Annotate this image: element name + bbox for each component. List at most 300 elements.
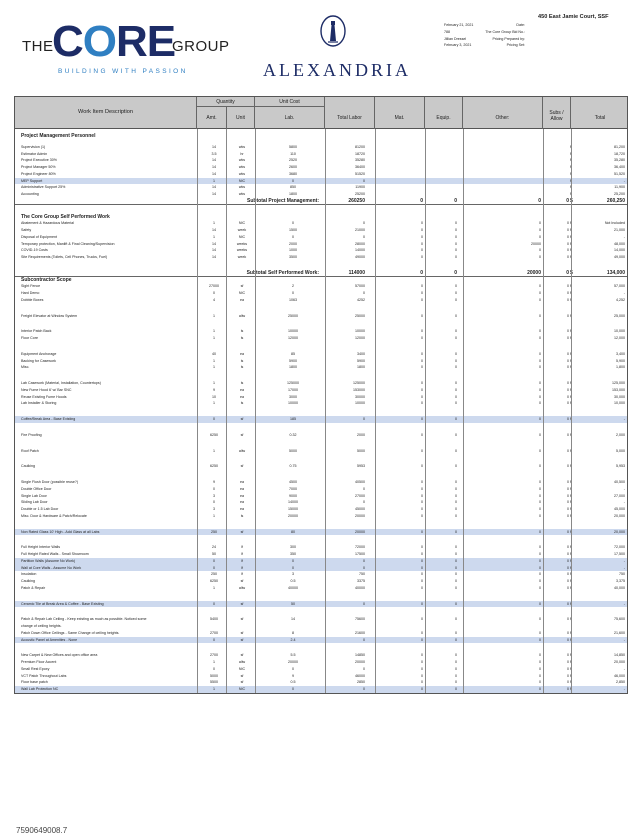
bid-info-value: Jillian Dressel: [444, 36, 467, 41]
cell-n8: 0: [567, 394, 569, 399]
cell-n5: 0: [421, 630, 423, 635]
cell-n7: 0: [539, 336, 541, 340]
cell-n2: ea: [240, 500, 244, 505]
cell-tot: 46,000: [614, 673, 625, 678]
section-heading: [15, 214, 627, 221]
table-row: [15, 416, 627, 423]
table-row: [15, 544, 627, 551]
cell-d: Project Executive 30%: [21, 158, 57, 163]
cell-n3: 85: [291, 351, 295, 356]
cell-n7: 0: [539, 513, 541, 518]
cell-n7: 0: [539, 255, 541, 259]
table-row: [15, 220, 627, 227]
cell-n3: 2520: [289, 158, 297, 163]
cell-n6: 0: [455, 493, 457, 498]
bid-info-label: Pricing Set:: [506, 43, 525, 48]
cell-n4: 35280: [355, 158, 365, 163]
cell-n8: 0: [567, 565, 569, 570]
cell-n3: 125000: [287, 381, 299, 385]
subtotal-label: Subtotal Project Management:: [247, 197, 319, 204]
table-row: [15, 191, 627, 198]
bid-info: [444, 22, 630, 49]
cell-dl: $: [570, 507, 572, 511]
cell-n6: 0: [455, 234, 457, 239]
cell-n3: 2: [292, 284, 294, 289]
cell-n2: allw: [238, 313, 246, 318]
cell-n2: ea: [240, 507, 244, 511]
cell-n2: lf: [241, 565, 243, 570]
cell-n8: 0: [567, 234, 569, 239]
spacer-row: [15, 205, 627, 214]
table-row: [15, 673, 627, 680]
cell-n2: ls: [240, 329, 244, 334]
cell-n4: 25200: [355, 192, 365, 196]
cell-n5: 0: [421, 387, 423, 392]
cell-n4: 45000: [355, 507, 365, 511]
cell-n4: 260250: [348, 197, 365, 204]
cell-n4: 28000: [355, 241, 365, 246]
cell-tot: 11,900: [614, 185, 625, 190]
cell-n5: 0: [421, 228, 423, 232]
cell-n3: 80: [291, 529, 295, 534]
cell-n1: 14: [212, 185, 216, 190]
cell-d: Patch & Repair: [21, 585, 46, 590]
cell-tot: 14,850: [614, 653, 625, 658]
cell-tot: 20,000: [614, 529, 625, 534]
cell-n4: 14000: [355, 248, 365, 253]
cell-dl: $: [570, 493, 572, 498]
cell-n6: 0: [455, 480, 457, 484]
cell-n1: 4: [213, 297, 215, 302]
cell-n5: 0: [421, 291, 423, 295]
table-row: [15, 601, 627, 608]
cell-n4: 0: [363, 221, 365, 226]
cell-n5: 0: [420, 269, 423, 276]
cell-n5: 0: [421, 401, 423, 406]
col-total-labor: Total Labor: [337, 115, 362, 121]
cell-n4: 51520: [355, 171, 365, 176]
table-body: [15, 129, 627, 693]
cell-n7: 0: [539, 529, 541, 534]
cell-n5: 0: [421, 365, 423, 370]
bid-info-value: 788: [444, 29, 450, 34]
table-row: [15, 432, 627, 439]
cell-dl: $: [570, 617, 572, 622]
cell-dl: $: [570, 221, 572, 226]
cell-dl: $: [570, 192, 572, 196]
cell-dl: $: [570, 248, 572, 253]
cell-n2: NIC: [238, 221, 246, 226]
cell-n2: sf: [240, 617, 244, 622]
table-row: [15, 630, 627, 637]
cell-n7: 0: [539, 480, 541, 484]
table-row: [15, 394, 627, 401]
logo-the: THE: [22, 38, 54, 55]
cell-n4: 0: [363, 234, 365, 239]
cell-n7: 0: [539, 673, 541, 678]
cell-dl: $: [570, 165, 572, 169]
cell-d: Project Management Personnel: [21, 133, 96, 139]
cell-dl: $: [570, 185, 572, 190]
cell-n2: allw: [238, 448, 246, 453]
cell-n3: 2.4: [290, 637, 296, 642]
cell-d: Small Rest Epoxy: [21, 666, 50, 671]
cell-dl: $: [570, 313, 572, 318]
cell-n6: 0: [455, 486, 457, 491]
cell-n4: 0: [363, 417, 365, 421]
cell-n4: 72000: [355, 545, 365, 550]
cell-n6: 0: [455, 284, 457, 289]
cell-dl: $: [570, 529, 572, 534]
cell-n7: 20000: [531, 241, 541, 246]
cell-d: Subcontractor Scope: [21, 276, 72, 283]
alexandria-lighthouse-icon: [319, 14, 347, 48]
cell-n3: 17000: [288, 387, 298, 392]
cell-tot: 36,400: [614, 165, 625, 169]
cell-n6: 0: [454, 269, 457, 276]
cell-n1: 10: [212, 394, 216, 399]
cell-d: Partition Walls (Assume No Work): [21, 558, 76, 563]
spacer-row: [15, 454, 627, 463]
cell-n6: 0: [455, 448, 457, 453]
cell-n2: ea: [240, 394, 244, 399]
cell-n2: week: [237, 255, 247, 259]
cell-dl: $: [570, 545, 572, 550]
cell-n3: 0: [292, 558, 294, 563]
cell-dl: $: [570, 552, 572, 556]
cell-n3: 5900: [289, 358, 297, 363]
cell-n2: wks: [238, 158, 246, 163]
cell-n2: sf: [240, 601, 244, 606]
cell-n8: 0: [567, 585, 569, 590]
cell-n8: 0: [567, 493, 569, 498]
section-heading: [15, 133, 627, 140]
cell-n7: 0: [539, 486, 541, 491]
table-row: [15, 558, 627, 565]
table-row: [15, 380, 627, 387]
cell-n1: 3: [213, 507, 215, 511]
cell-n4: 3375: [357, 579, 365, 583]
cell-d: Equipment Anchorage: [21, 351, 57, 356]
cell-n2: ls: [240, 358, 244, 363]
cell-tot: 40,500: [614, 480, 625, 484]
cell-n7: 0: [539, 666, 541, 671]
cell-n5: 0: [421, 617, 423, 622]
cell-tot: 35,280: [614, 158, 625, 163]
cell-n8: 0: [567, 297, 569, 302]
cell-n6: 0: [455, 579, 457, 583]
logo-core: CORE: [52, 17, 176, 66]
cell-d: Lab Installer & Storing: [21, 401, 57, 406]
cell-d: Floor Core: [21, 336, 38, 340]
cell-n2: sf: [240, 673, 244, 678]
cell-n8: 0: [567, 228, 569, 232]
cell-n2: ls: [240, 401, 244, 406]
cell-n6: 0: [455, 617, 457, 622]
cell-dl: $: [570, 579, 572, 583]
col-total: Total: [594, 115, 606, 121]
cell-n7: 0: [539, 394, 541, 399]
spacer-row: [15, 304, 627, 313]
cell-n3: 9: [292, 673, 294, 678]
cell-tot: 18,720: [614, 151, 625, 156]
cell-n4: 125000: [353, 381, 365, 385]
cell-n3: 4500: [289, 480, 297, 484]
cell-n5: 0: [421, 545, 423, 550]
cell-n1: 5000: [210, 673, 218, 678]
table-row: [15, 290, 627, 297]
bid-info-row: [444, 29, 630, 36]
cell-tot: 75,600: [614, 617, 625, 622]
cell-tot: 57,000: [614, 284, 625, 289]
cell-n7: 0: [539, 552, 541, 556]
cell-dl: $: [570, 291, 572, 295]
cell-n1: 6250: [210, 432, 218, 437]
cell-n3: 0: [292, 234, 294, 239]
cell-n2: wks: [238, 192, 246, 196]
spacer-row: [15, 319, 627, 328]
cell-dl: $: [570, 585, 572, 590]
cell-n5: 0: [421, 381, 423, 385]
cell-d: Acoustic Panel at Amenities - None: [21, 637, 78, 642]
cell-n3: 1063: [289, 297, 297, 302]
cell-dl: $: [570, 680, 572, 685]
cell-n4: 0: [363, 687, 365, 691]
cell-tot: 45,000: [614, 507, 625, 511]
spacer-row: [15, 470, 627, 479]
cell-n3: 10000: [288, 401, 298, 406]
cell-n6: 0: [455, 336, 457, 340]
table-row: [15, 227, 627, 234]
table-row: [15, 499, 627, 506]
cell-d: Patch & Repair Lab Ceiling - Keep existing as much as possible. Noticed some: [21, 617, 147, 622]
cell-n3: 185: [290, 417, 296, 421]
cell-n4: 0: [363, 500, 365, 505]
cell-n7: 0: [539, 687, 541, 691]
cell-n8: 0: [567, 529, 569, 534]
cell-d: Fire Proofing: [21, 432, 42, 437]
cell-n1: 14: [212, 144, 216, 149]
cell-dl: $: [570, 448, 572, 453]
cell-dl: $: [570, 660, 572, 664]
cell-n1: 0: [213, 486, 215, 491]
cell-n2: lf: [241, 558, 243, 563]
cell-n6: 0: [455, 680, 457, 685]
table-row: [15, 585, 627, 592]
cell-n3: 40000: [288, 585, 298, 590]
cell-n4: 5000: [357, 448, 365, 453]
cell-n8: 0: [567, 480, 569, 484]
cell-n1: 1: [213, 313, 215, 318]
cell-n4: 81200: [355, 144, 365, 149]
cell-n7: 0: [539, 660, 541, 664]
cell-d: Floor base patch: [21, 680, 48, 685]
cell-n5: 0: [421, 572, 423, 577]
subtotal-row: [15, 198, 627, 205]
bid-info-row: [444, 22, 630, 29]
col-subs-allow: Subs / Allow: [549, 110, 564, 122]
cell-dl: $: [570, 158, 572, 163]
cell-n8: 0: [567, 241, 569, 246]
cell-n1: 250: [211, 529, 217, 534]
cell-n2: ls: [240, 336, 244, 340]
cell-n5: 0: [421, 558, 423, 563]
cell-dl: $: [570, 565, 572, 570]
cell-n2: sf: [240, 464, 244, 469]
cell-n1: 1: [213, 365, 215, 370]
col-lab: Lab.: [284, 115, 295, 121]
cell-n7: 0: [539, 284, 541, 289]
bid-info-label: Date:: [516, 23, 525, 27]
cell-n3: 7000: [289, 486, 297, 491]
cell-n5: 0: [421, 565, 423, 570]
cell-n5: 0: [421, 493, 423, 498]
cell-n8: 0: [567, 336, 569, 340]
cell-n8: 0: [567, 381, 569, 385]
spacer-row: [15, 535, 627, 544]
cell-n1: 3.5: [211, 151, 217, 156]
cell-n8: 0: [567, 365, 569, 370]
cell-d: Lab Casework (Material, Installation, Countertops): [21, 381, 101, 385]
bid-info-row: [444, 36, 630, 43]
table-row: [15, 335, 627, 342]
cell-n7: 0: [539, 291, 541, 295]
cell-n1: 0: [213, 417, 215, 421]
table-row: [15, 241, 627, 248]
cell-n6: 0: [455, 221, 457, 226]
cell-n5: 0: [421, 297, 423, 302]
cell-n7: 0: [539, 221, 541, 226]
cell-tot: 21,000: [614, 228, 625, 232]
cell-n6: 0: [455, 507, 457, 511]
cell-tot: 20,000: [614, 513, 625, 518]
cell-n8: 0: [567, 637, 569, 642]
cell-tot: 125,000: [612, 381, 625, 385]
cell-tot: 30,000: [614, 394, 625, 399]
cell-n2: allw: [238, 660, 246, 664]
cell-tot: -: [623, 601, 625, 606]
cell-d: Dobble Boxes: [21, 297, 44, 302]
cell-d: Patch Down Office Ceilings - Same Change of ceiling heights.: [21, 630, 120, 635]
col-quantity: Quantity: [216, 99, 235, 105]
cell-d: Site Requirements (Toilets, Cell Phones, Trucks, Fuel): [21, 255, 108, 259]
cell-dl: $: [570, 241, 572, 246]
cell-n8: 0: [567, 630, 569, 635]
table-row: [15, 328, 627, 335]
cell-n6: 0: [455, 673, 457, 678]
cell-n5: 0: [421, 329, 423, 334]
cell-n6: 0: [455, 381, 457, 385]
cell-n3: 3680: [289, 171, 297, 176]
cell-n1: 0: [213, 601, 215, 606]
cell-dl: $: [570, 394, 572, 399]
table-row: [15, 184, 627, 191]
cell-d: Backing for Casework: [21, 358, 56, 363]
table-row: [15, 283, 627, 290]
cell-n1: 1: [213, 234, 215, 239]
cell-n5: 0: [421, 486, 423, 491]
cell-n6: 0: [455, 660, 457, 664]
cell-d: Misc.: [21, 365, 30, 370]
cell-d: Project Manager 50%: [21, 165, 56, 169]
cell-dl: $: [570, 464, 572, 469]
cell-n3: 14000: [288, 500, 298, 505]
cell-n4: 75600: [355, 617, 365, 622]
cell-n3: 1500: [289, 228, 297, 232]
cell-n4: 57000: [355, 284, 365, 289]
cell-tot: 40,000: [614, 585, 625, 590]
cell-d: New Carpet & New Offices and open office area: [21, 653, 98, 658]
cell-n3: 10000: [288, 329, 298, 334]
cell-n1: 14: [212, 228, 216, 232]
cell-n8: 0: [567, 291, 569, 295]
cell-n8: 0: [567, 552, 569, 556]
cell-n2: sf: [240, 630, 244, 635]
cell-n5: 0: [421, 529, 423, 534]
cell-n7: 0: [539, 653, 541, 658]
cell-dl: $: [570, 365, 572, 370]
table-row: [15, 506, 627, 513]
spacer-row: [15, 643, 627, 652]
cell-n1: 1: [213, 585, 215, 590]
cell-n8: 0: [567, 248, 569, 253]
cell-n8: 0: [567, 329, 569, 334]
col-amt: Amt.: [206, 115, 217, 121]
cell-n2: sf: [240, 680, 244, 685]
footer-number: 7590649008.7: [16, 826, 68, 835]
cell-n6: 0: [455, 432, 457, 437]
subtotal-row: [15, 270, 627, 277]
cell-d: Wall Lab Protection NC: [21, 687, 59, 691]
cell-n3: 1800: [289, 192, 297, 196]
cell-n1: 24: [212, 545, 216, 550]
cell-n1: 0: [213, 558, 215, 563]
cell-n1: 0: [213, 291, 215, 295]
table-row: [15, 234, 627, 241]
cell-n8: 0: [567, 545, 569, 550]
cell-n7: 0: [539, 500, 541, 505]
cell-n5: 0: [421, 653, 423, 658]
bid-info-label: Pricing Prepared by:: [492, 36, 525, 41]
cell-n6: 0: [455, 687, 457, 691]
cell-dl: $: [570, 401, 572, 406]
cell-n4: 21000: [355, 228, 365, 232]
cell-n1: 6250: [210, 464, 218, 469]
cell-n5: 0: [421, 500, 423, 505]
spacer-row: [15, 371, 627, 380]
table-row: [15, 679, 627, 686]
bid-info-row: [444, 42, 630, 49]
cell-n4: 3400: [357, 351, 365, 356]
cell-n4: 0: [363, 666, 365, 671]
cell-d: Single Lab Door: [21, 493, 47, 498]
cell-n2: allw: [238, 585, 246, 590]
cell-n8: 0: [567, 660, 569, 664]
cell-n6: 0: [455, 552, 457, 556]
cell-n1: 1: [213, 513, 215, 518]
table-row: [15, 486, 627, 493]
cell-tot: 3,375: [616, 579, 625, 583]
cell-n3: 1800: [289, 365, 297, 370]
cell-d: Premium Floor Accent: [21, 660, 57, 664]
cell-n8: 0: [567, 558, 569, 563]
cell-n7: 0: [539, 365, 541, 370]
cell-n3: 0: [292, 291, 294, 295]
cell-n8: 0: [567, 448, 569, 453]
cell-n8: 0: [567, 513, 569, 518]
cell-n6: 0: [455, 241, 457, 246]
cell-n5: 0: [421, 579, 423, 583]
